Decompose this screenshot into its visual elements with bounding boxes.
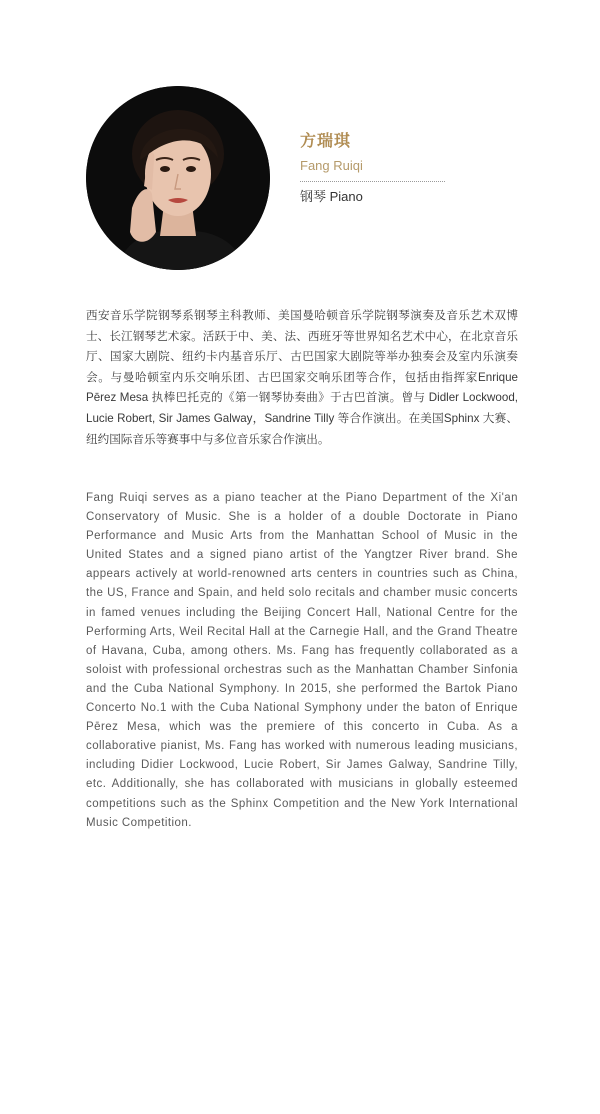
artist-portrait <box>86 86 270 270</box>
artist-name-block <box>300 132 445 205</box>
artist-name-chinese: 方瑞琪 <box>300 133 352 150</box>
biography-chinese: 西安音乐学院钢琴系钢琴主科教师、美国曼哈顿音乐学院钢琴演奏及音乐艺术双博士、长江钢琴艺术家。活跃于中、美、法、西班牙等世界知名艺术中心，在北京音乐厅、国家大剧院、纽约卡内基音乐厅、古巴国家大剧院等举办独奏会及室内乐演奏会。与曼哈顿室内乐交响乐团、古巴国家交响乐团等合作，包括由指挥家Enrique Pērez Mesa 执棒巴托克的《第一钢琴协奏曲》于古巴首演。曾与 Didler Lockwood, Lucie Robert, Sir James Galway，Sandrine Tilly 等合作演出。在美国Sphinx 大赛、纽约国际音乐等赛事中与多位音乐家合作演出。 <box>86 309 518 446</box>
name-divider <box>300 181 445 182</box>
biography-english: Fang Ruiqi serves as a piano teacher at the Piano Department of the Xi'an Conservatory of Music. She is a holder of a double Doctorate in Piano Performance and Music Arts from the Manhattan School of Music in the United States and a signed piano artist of the Yangtzer River brand. She appears actively at world-renowned arts centers in countries such as China, the US, France and Spain, and held solo recitals and chamber music concerts in famed venues including the Beijing Concert Hall, National Centre for the Performing Arts, Weil Recital Hall at the Carnegie Hall, and the Grand Theatre of Havana, Cuba, among others. Ms. Fang has frequently collaborated as a soloist with professional orchestras such as the Manhattan Chamber Sinfonia and the Cuba National Symphony. In 2015, she performed the Bartok Piano Concerto No.1 with the Cuba National Symphony under the baton of Enrique Pērez Mesa, which was the premiere of this concerto in Cuba. As a collaborative pianist, Ms. Fang has worked with numerous leading musicians, including Didier Lockwood, Lucie Robert, Sir James Galway, Sandrine Tilly, etc. Additionally, she has collaborated with musicians in globally esteemed competitions such as the Sphinx Competition and the New York International Music Competition. <box>86 492 518 829</box>
portrait-illustration <box>86 86 270 270</box>
artist-name-english: Fang Ruiqi <box>300 158 363 173</box>
artist-instrument: 钢琴 Piano <box>300 189 363 204</box>
